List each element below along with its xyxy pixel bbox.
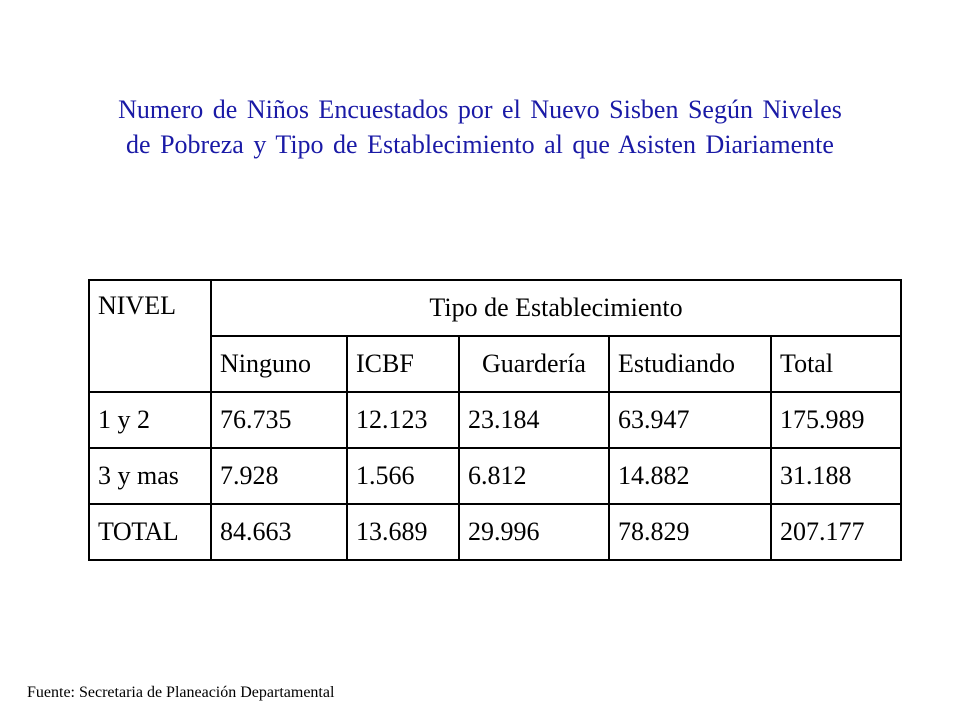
table-cell: 78.829 — [609, 504, 771, 560]
table-cell: 31.188 — [771, 448, 901, 504]
table-cell: 1.566 — [347, 448, 459, 504]
table-row — [89, 504, 901, 560]
source-note: Fuente: Secretaria de Planeación Departamental — [27, 684, 335, 701]
table-cell: 29.996 — [459, 504, 609, 560]
table-cell: 63.947 — [609, 392, 771, 448]
row-label: 1 y 2 — [89, 392, 211, 448]
table-cell: 76.735 — [211, 392, 347, 448]
column-header-estudiando: Estudiando — [609, 336, 771, 392]
table-cell: 84.663 — [211, 504, 347, 560]
table-row — [89, 392, 901, 448]
table-header-row — [89, 280, 901, 336]
table-subheader-row — [89, 336, 901, 392]
column-header-icbf: ICBF — [347, 336, 459, 392]
table-cell: 13.689 — [347, 504, 459, 560]
table-cell: 23.184 — [459, 392, 609, 448]
table-cell: 7.928 — [211, 448, 347, 504]
row-label: TOTAL — [89, 504, 211, 560]
table-cell: 6.812 — [459, 448, 609, 504]
table-row — [89, 448, 901, 504]
table-cell: 12.123 — [347, 392, 459, 448]
column-header-total: Total — [771, 336, 901, 392]
column-header-ninguno: Ninguno — [211, 336, 347, 392]
table-cell: 207.177 — [771, 504, 901, 560]
title-line-2: de Pobreza y Tipo de Establecimiento al que Asisten Diariamente — [126, 130, 834, 159]
nivel-header: NIVEL — [89, 280, 211, 392]
establishment-type-header: Tipo de Establecimiento — [211, 280, 901, 336]
page-title — [40, 92, 920, 162]
row-label: 3 y mas — [89, 448, 211, 504]
table-cell: 14.882 — [609, 448, 771, 504]
column-header-guarderia: Guardería — [459, 336, 609, 392]
title-line-1: Numero de Niños Encuestados por el Nuevo Sisben Según Niveles — [118, 95, 842, 124]
table-cell: 175.989 — [771, 392, 901, 448]
children-by-level-table — [88, 279, 902, 561]
